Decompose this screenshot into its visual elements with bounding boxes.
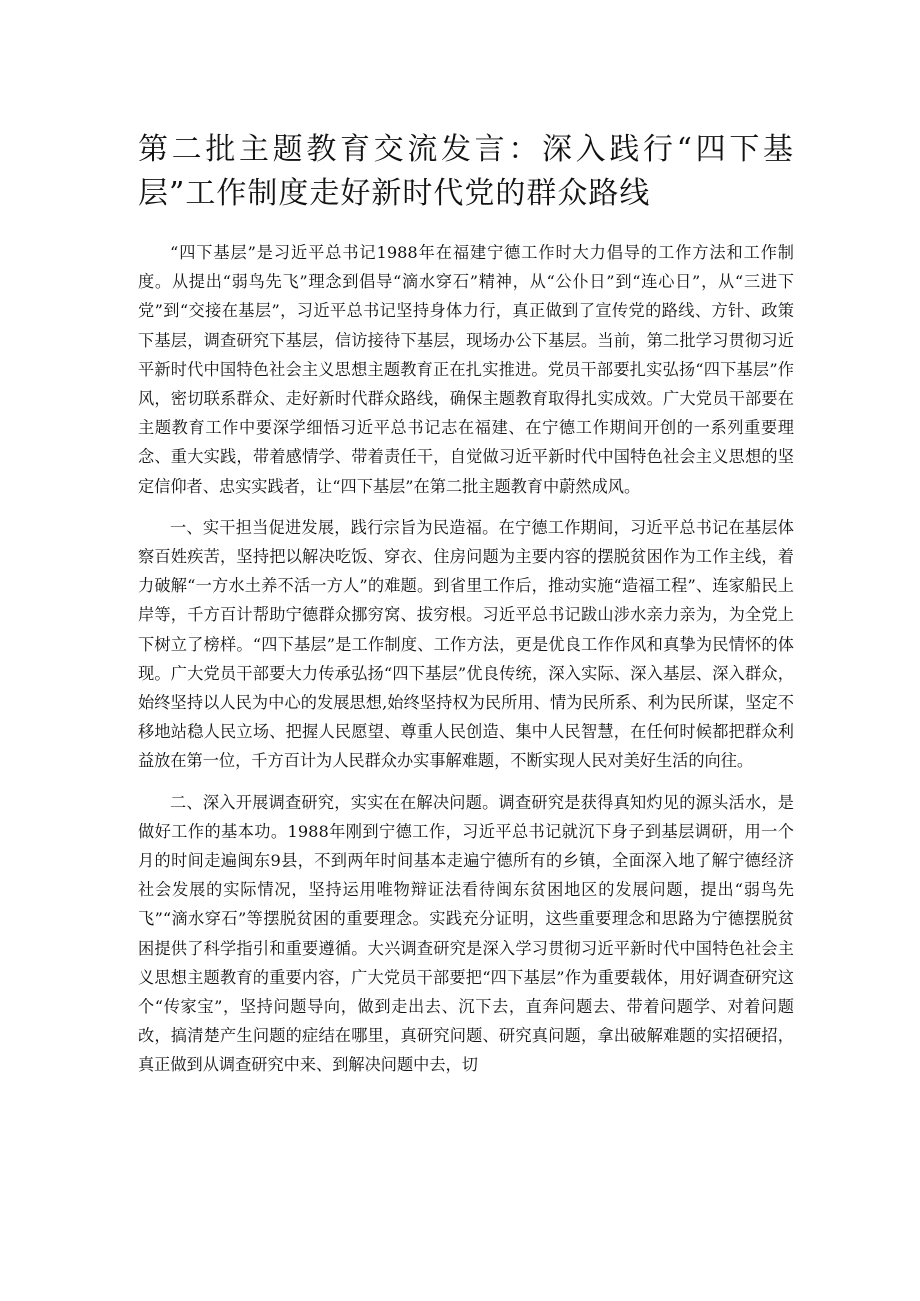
document-page — [138, 128, 794, 1080]
paragraph-section-1: 一、实干担当促进发展，践行宗旨为民造福。在宁德工作期间，习近平总书记在基层体察百姓疾苦，坚持把以解决吃饭、穿衣、住房问题为主要内容的摆脱贫困作为工作主线，着力破解“一方水土养不活一方人”的难题。到省里工作后，推动实施“造福工程”、连家船民上岸等，千方百计帮助宁德群众挪穷窝、拔穷根。习近平总书记跋山涉水亲力亲为，为全党上下树立了榜样。“四下基层”是工作制度、工作方法，更是优良工作作风和真挚为民情怀的体现。广大党员干部要大力传承弘扬“四下基层”优良传统，深入实际、深入基层、深入群众，始终坚持以人民为中心的发展思想,始终坚持权为民所用、情为民所系、利为民所谋，坚定不移地站稳人民立场、把握人民愿望、尊重人民创造、集中人民智慧，在任何时候都把群众利益放在第一位，千方百计为人民群众办实事解难题，不断实现人民对美好生活的向往。 — [138, 517, 794, 771]
paragraph-gap — [138, 776, 794, 788]
paragraph-intro: “四下基层”是习近平总书记1988年在福建宁德工作时大力倡导的工作方法和工作制度。从提出“弱鸟先飞”理念到倡导“滴水穿石”精神，从“公仆日”到“连心日”，从“三进下党”到“交接在基层”，习近平总书记坚持身体力行，真正做到了宣传党的路线、方针、政策下基层，调查研究下基层，信访接待下基层，现场办公下基层。当前，第二批学习贯彻习近平新时代中国特色社会主义思想主题教育正在扎实推进。党员干部要扎实弘扬“四下基层”作风，密切联系群众、走好新时代群众路线，确保主题教育取得扎实成效。广大党员干部要在主题教育工作中要深学细悟习近平总书记志在福建、在宁德工作期间开创的一系列重要理念、重大实践，带着感情学、带着责任干，自觉做习近平新时代中国特色社会主义思想的坚定信仰者、忠实实践者，让“四下基层”在第二批主题教育中蔚然成风。 — [138, 243, 794, 496]
paragraph-gap — [138, 501, 794, 513]
document-title: 第二批主题教育交流发言：深入践行“四下基层”工作制度走好新时代党的群众路线 — [138, 132, 794, 211]
document-body — [138, 238, 794, 1080]
paragraph-section-2: 二、深入开展调查研究，实实在在解决问题。调查研究是获得真知灼见的源头活水，是做好工作的基本功。1988年刚到宁德工作，习近平总书记就沉下身子到基层调研，用一个月的时间走遍闽东9县，不到两年时间基本走遍宁德所有的乡镇，全面深入地了解宁德经济社会发展的实际情况，坚持运用唯物辩证法看待闽东贫困地区的发展问题，提出“弱鸟先飞”“滴水穿石”等摆脱贫困的重要理念。实践充分证明，这些重要理念和思路为宁德摆脱贫困提供了科学指引和重要遵循。大兴调查研究是深入学习贯彻习近平新时代中国特色社会主义思想主题教育的重要内容，广大党员干部要把“四下基层”作为重要载体，用好调查研究这个“传家宝”，坚持问题导向，做到走出去、沉下去，直奔问题去、带着问题学、对着问题改，搞清楚产生问题的症结在哪里，真研究问题、研究真问题，拿出破解难题的实招硬招，真正做到从调查研究中来、到解决问题中去，切 — [138, 792, 794, 1075]
